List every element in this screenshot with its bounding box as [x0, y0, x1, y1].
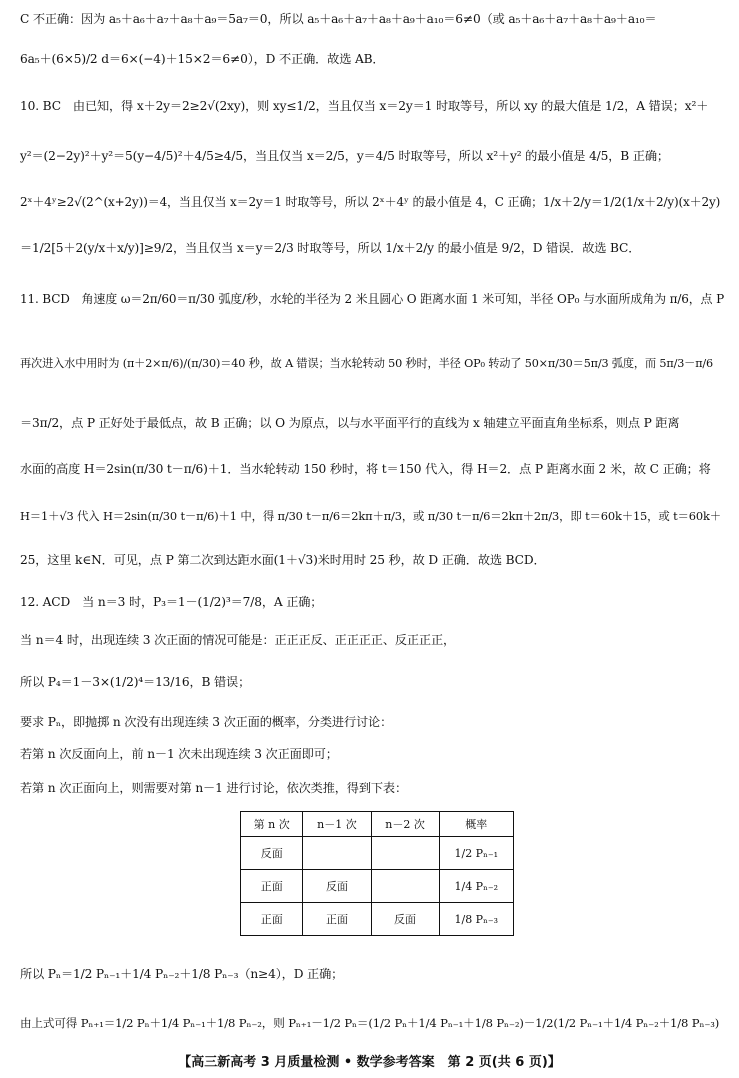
table-cell: 正面: [303, 903, 371, 936]
text-line: 12. ACD 当 n＝3 时，P₃＝1－(1/2)³＝7/8，A 正确；: [20, 595, 323, 609]
page-footer: 【高三新高考 3 月质量检测 • 数学参考答案 第 2 页(共 6 页)】: [178, 1055, 561, 1070]
table-cell: 正面: [241, 870, 303, 903]
text-line: ＝1/2[5＋2(y/x＋x/y)]≥9/2，当且仅当 x＝y＝2/3 时取等号，所以 1/x＋2/y 的最小值是 9/2，D 错误．故选 BC．: [20, 241, 641, 255]
text-line: 当 n＝4 时，出现连续 3 次正面的情况可能是：正正正反、正正正正、反正正正，: [20, 633, 456, 647]
text-line: 由上式可得 Pₙ₊₁＝1/2 Pₙ＋1/4 Pₙ₋₁＋1/8 Pₙ₋₂，则 Pₙ₊₁－1/2 Pₙ＝(1/2 Pₙ＋1/4 Pₙ₋₁＋1/8 Pₙ₋₂)－1/2(1/2 Pₙ₋₁＋1/4 Pₙ₋₂＋1/8 Pₙ₋₃): [20, 1016, 720, 1030]
text-line: 6a₅＋(6×5)/2 d＝6×(−4)＋15×2＝6≠0），D 不正确．故选 AB．: [20, 52, 385, 66]
table-cell: 反面: [371, 903, 439, 936]
text-line: H＝1＋√3 代入 H＝2sin(π/30 t－π/6)＋1 中，得 π/30 t－π/6＝2kπ＋π/3，或 π/30 t－π/6＝2kπ＋2π/3，即 t＝60k＋15，或 t＝60k＋: [20, 509, 721, 523]
text-line: C 不正确：因为 a₅＋a₆＋a₇＋a₈＋a₉＝5a₇＝0，所以 a₅＋a₆＋a₇＋a₈＋a₉＋a₁₀＝6≠0（或 a₅＋a₆＋a₇＋a₈＋a₉＋a₁₀＝: [20, 12, 657, 26]
table-cell: 反面: [303, 870, 371, 903]
text-line: 水面的高度 H＝2sin(π/30 t－π/6)＋1．当水轮转动 150 秒时，将 t＝150 代入，得 H＝2．点 P 距离水面 2 米，故 C 正确；将: [20, 462, 711, 476]
table-cell: 反面: [241, 837, 303, 870]
text-line: 25，这里 k∈N．可见，点 P 第二次到达距水面(1＋√3)米时用时 25 秒，故 D 正确．故选 BCD．: [20, 553, 546, 567]
text-line: 10. BC 由已知，得 x＋2y＝2≥2√(2xy)，则 xy≤1/2，当且仅当 x＝2y＝1 时取等号，所以 xy 的最大值是 1/2，A 错误；x²＋: [20, 99, 709, 113]
table-row: [241, 870, 514, 903]
table-header: 第 n 次: [241, 812, 303, 837]
table-cell: [303, 837, 371, 870]
text-line: ＝3π/2，点 P 正好处于最低点，故 B 正确；以 O 为原点，以与水平面平行的直线为 x 轴建立平面直角坐标系，则点 P 距离: [20, 416, 680, 430]
text-line: 再次进入水中用时为 (π＋2×π/6)/(π/30)＝40 秒，故 A 错误；当水轮转动 50 秒时，半径 OP₀ 转动了 50×π/30＝5π/3 弧度，而 5π/3－π/6: [20, 357, 713, 370]
table-cell: 1/4 Pₙ₋₂: [439, 870, 513, 903]
text-line: y²＝(2−2y)²＋y²＝5(y−4/5)²＋4/5≥4/5，当且仅当 x＝2/5，y＝4/5 时取等号，所以 x²＋y² 的最小值是 4/5，B 正确；: [20, 149, 669, 163]
table-cell: 1/2 Pₙ₋₁: [439, 837, 513, 870]
table-header: n－2 次: [371, 812, 439, 837]
text-line: 所以 Pₙ＝1/2 Pₙ₋₁＋1/4 Pₙ₋₂＋1/8 Pₙ₋₃（n≥4），D 正确；: [20, 967, 344, 981]
text-line: 2ˣ＋4ʸ≥2√(2^(x+2y))＝4，当且仅当 x＝2y＝1 时取等号，所以 2ˣ＋4ʸ 的最小值是 4，C 正确；1/x＋2/y＝1/2(1/x＋2/y)(x＋2y): [20, 195, 721, 209]
text-line: 11. BCD 角速度 ω＝2π/60＝π/30 弧度/秒，水轮的半径为 2 米且圆心 O 距离水面 1 米可知，半径 OP₀ 与水面所成角为 π/6，点 P: [20, 292, 724, 306]
table-header-row: [241, 812, 514, 837]
table-cell: 正面: [241, 903, 303, 936]
table-cell: [371, 837, 439, 870]
table-row: [241, 903, 514, 936]
table-cell: [371, 870, 439, 903]
table-cell: 1/8 Pₙ₋₃: [439, 903, 513, 936]
table-header: n－1 次: [303, 812, 371, 837]
table-header: 概率: [439, 812, 513, 837]
probability-table: [240, 811, 514, 936]
table-row: [241, 837, 514, 870]
text-line: 要求 Pₙ，即抛掷 n 次没有出现连续 3 次正面的概率，分类进行讨论：: [20, 715, 393, 729]
text-line: 若第 n 次反面向上，前 n－1 次未出现连续 3 次正面即可；: [20, 747, 338, 761]
text-line: 若第 n 次正面向上，则需要对第 n－1 进行讨论，依次类推，得到下表：: [20, 781, 407, 795]
text-line: 所以 P₄＝1－3×(1/2)⁴＝13/16，B 错误；: [20, 675, 251, 689]
